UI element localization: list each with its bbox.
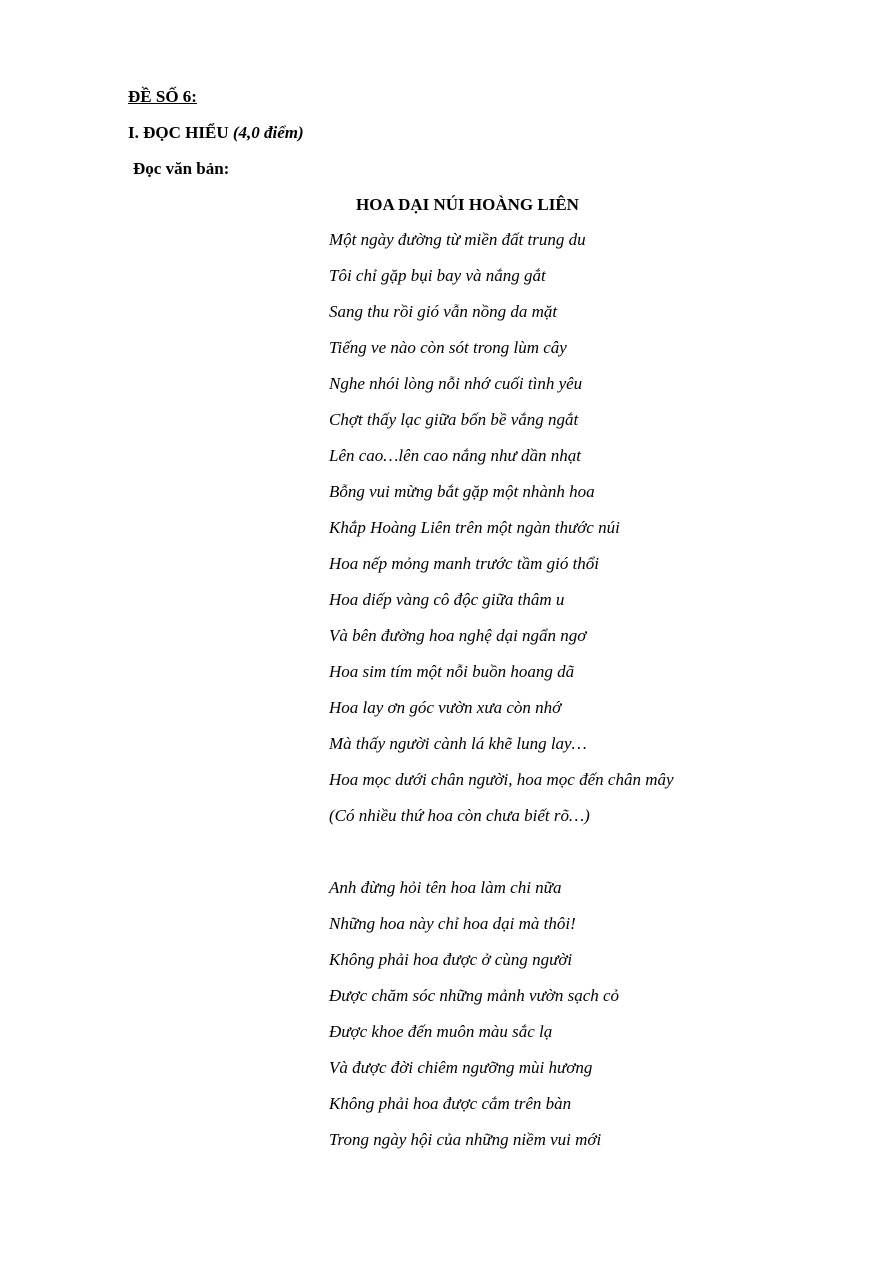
section-title-text: I. ĐỌC HIỂU xyxy=(128,123,229,142)
poem-line: Khắp Hoàng Liên trên một ngàn thước núi xyxy=(329,518,620,537)
exam-number-heading: ĐỀ SỐ 6: xyxy=(128,87,197,106)
poem-line: Được chăm sóc những mảnh vườn sạch cỏ xyxy=(329,986,620,1005)
poem-line: Nghe nhói lòng nỗi nhớ cuối tình yêu xyxy=(329,374,583,393)
poem-line: Hoa lay ơn góc vườn xưa còn nhớ xyxy=(329,698,562,717)
poem-line: Không phải hoa được cắm trên bàn xyxy=(329,1094,572,1113)
stanza-break xyxy=(329,841,674,877)
poem-line: Không phải hoa được ở cùng người xyxy=(329,950,573,969)
poem-line: Và bên đường hoa nghệ dại ngẩn ngơ xyxy=(329,626,587,645)
poem-line: Bỗng vui mừng bắt gặp một nhành hoa xyxy=(329,482,595,501)
poem-line: Trong ngày hội của những niềm vui mới xyxy=(329,1130,602,1149)
poem-line: Anh đừng hỏi tên hoa làm chi nữa xyxy=(329,878,562,897)
poem-line: Tôi chỉ gặp bụi bay và nắng gắt xyxy=(329,266,546,285)
poem-title: HOA DẠI NÚI HOÀNG LIÊN xyxy=(356,195,579,214)
poem-line: Hoa sim tím một nỗi buồn hoang dã xyxy=(329,662,575,681)
poem-line: Hoa nếp mỏng manh trước tầm gió thổi xyxy=(329,554,600,573)
poem-line: (Có nhiều thứ hoa còn chưa biết rõ…) xyxy=(329,806,590,825)
poem-line: Chợt thấy lạc giữa bốn bề vắng ngắt xyxy=(329,410,579,429)
poem-line: Những hoa này chỉ hoa dại mà thôi! xyxy=(329,914,576,933)
section-title xyxy=(128,123,304,143)
read-text-label: Đọc văn bản: xyxy=(133,159,230,178)
poem-body xyxy=(329,229,674,1165)
poem-line: Hoa mọc dưới chân người, hoa mọc đến chân mây xyxy=(329,770,674,789)
poem-line: Tiếng ve nào còn sót trong lùm cây xyxy=(329,338,567,357)
poem-line: Mà thấy người cành lá khẽ lung lay… xyxy=(329,734,587,753)
poem-line: Lên cao…lên cao nắng như dần nhạt xyxy=(329,446,581,465)
poem-line: Được khoe đến muôn màu sắc lạ xyxy=(329,1022,553,1041)
poem-line: Và được đời chiêm ngưỡng mùi hương xyxy=(329,1058,593,1077)
poem-line: Một ngày đường từ miền đất trung du xyxy=(329,230,586,249)
poem-line: Sang thu rồi gió vẫn nồng da mặt xyxy=(329,302,558,321)
poem-line: Hoa diếp vàng cô độc giữa thâm u xyxy=(329,590,565,609)
section-points: (4,0 điểm) xyxy=(232,123,304,142)
